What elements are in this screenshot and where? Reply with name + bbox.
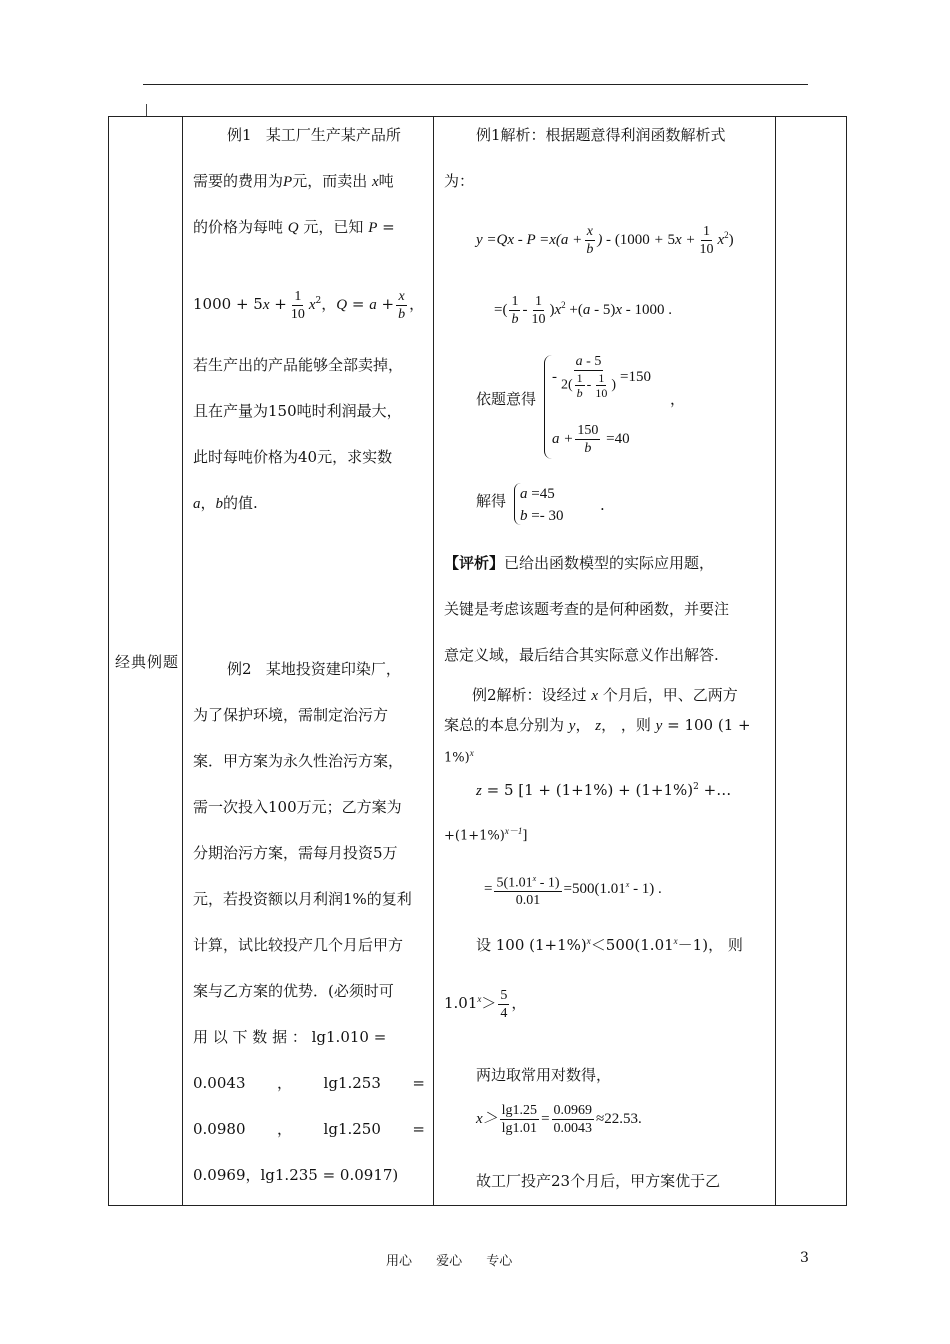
example1-line3: 的价格为每吨 Q 元，已知 P = xyxy=(193,218,395,236)
condition-label: 依题意得 xyxy=(476,390,537,408)
example2-line5: 分期治污方案，需每月投资5万 xyxy=(193,844,398,862)
z-closed-form: = $\frac{5(1.01^x - 1)}{0.01}$ $=500(1.01^x - 1)$ . xyxy=(484,865,662,909)
z-sum-line1: z = 5 [$1 + (1+1\%) + (1+1\%)^2$ +… xyxy=(476,781,732,799)
condition-comma: ， xyxy=(670,390,686,408)
example2-line12: 0.0969，lg1.235 = 0.0917) xyxy=(193,1166,399,1184)
lesson-table xyxy=(108,116,847,1206)
result-label: 解得 xyxy=(476,492,507,510)
result-values: a =45 b =- 30 xyxy=(520,486,564,524)
example1-line7: 此时每吨价格为40元，求实数 xyxy=(193,448,393,466)
example2-line11: 0.0980 ， lg1.250 = xyxy=(193,1120,425,1138)
condition-eq2: a + $\frac{150}{b}$ =40 xyxy=(552,423,630,457)
solution2-conclusion: 故工厂投产23个月后，甲方案优于乙 xyxy=(476,1172,721,1190)
solutions-cell xyxy=(434,117,776,1206)
example2-line8: 案与乙方案的优势．(必须时可 xyxy=(193,982,394,1000)
example1-line5: 若生产出的产品能够全部卖掉， xyxy=(193,356,404,374)
log-intro: 两边取常用对数得， xyxy=(476,1066,612,1084)
example1-line1: 例1 某工厂生产某产品所 xyxy=(227,126,401,144)
example2-line9: 用 以 下 数 据 ： lg1.010 = xyxy=(193,1028,387,1046)
page-number: 3 xyxy=(800,1250,809,1266)
examples-cell xyxy=(183,117,434,1206)
row-label: 经典例题 xyxy=(115,652,180,671)
solution1-line2: 为： xyxy=(444,172,475,190)
comment-line2: 关键是考虑该题考查的是何种函数，并要注 xyxy=(444,600,730,618)
inequality-result: $1.01^x>$ $\frac{5}{4}$ ， xyxy=(444,987,527,1021)
header-rule xyxy=(143,84,808,85)
example2-line7: 计算，试比较投产几个月后甲方 xyxy=(193,936,404,954)
example2-line2: 为了保护环境，需制定治污方 xyxy=(193,706,389,724)
profit-equation: y =Qx - P =x(a + $\frac{x}{b}$ ) - (1000 + 5x + $\frac{1}{10}$ $x^2$) xyxy=(476,224,734,258)
comment-line3: 意定义域，最后结合其实际意义作出解答. xyxy=(444,646,719,664)
solution2-line2: 案总的本息分别为 y， z， ，则 y = 100 (1 + xyxy=(444,716,751,734)
example2-line3: 案．甲方案为永久性治污方案， xyxy=(193,752,404,770)
solution1-line1: 例1解析：根据题意得利润函数解析式 xyxy=(476,126,726,144)
example2-line6: 元，若投资额以月利润1%的复利 xyxy=(193,890,412,908)
condition-eq1: - a - 5 2( $\frac{1}{b}$ - $\frac{1}{10}$ ) =150 xyxy=(552,354,651,400)
notes-cell xyxy=(776,117,847,1206)
log-result: x＞ $\frac{\lg 1.25}{\lg 1.01}$ = $\frac{0.0969}{0.0043}$ ≈22.53. xyxy=(476,1103,642,1137)
example2-line10: 0.0043 ， lg1.253 = xyxy=(193,1074,425,1092)
example1-line4: 1000 + 5x + $\frac{1}{10}$ $x^2$，Q = a + $\frac{x}{b}$ ， xyxy=(193,288,425,322)
solution2-line1: 例2解析：设经过 x 个月后，甲、乙两方 xyxy=(472,686,738,704)
label-cell xyxy=(109,117,183,1206)
page-footer: 用心 爱心 专心 xyxy=(386,1254,513,1269)
example2-line1: 例2 某地投资建印染厂， xyxy=(227,660,401,678)
example2-line4: 需一次投入100万元；乙方案为 xyxy=(193,798,402,816)
z-sum-line2: $+(1+1\%)^{x-1}$] xyxy=(444,826,528,844)
example1-line6: 且在产量为150吨时利润最大， xyxy=(193,402,402,420)
comment-line1: 【评析】已给出函数模型的实际应用题， xyxy=(444,554,715,572)
profit-simplified: =( $\frac{1}{b}$ - $\frac{1}{10}$ )$x^2 +(a - 5)x - 1000$ . xyxy=(494,294,673,328)
example1-line2: 需要的费用为P元，而卖出 x吨 xyxy=(193,172,394,190)
example1-line8: a，b的值. xyxy=(193,494,258,512)
inequality-line: 设 100 $(1+1\%)^x<500(1.01^x-1)$， 则 xyxy=(476,936,743,954)
solution2-line3: 1%)$^x$ xyxy=(444,748,474,766)
result-period: . xyxy=(600,496,605,514)
